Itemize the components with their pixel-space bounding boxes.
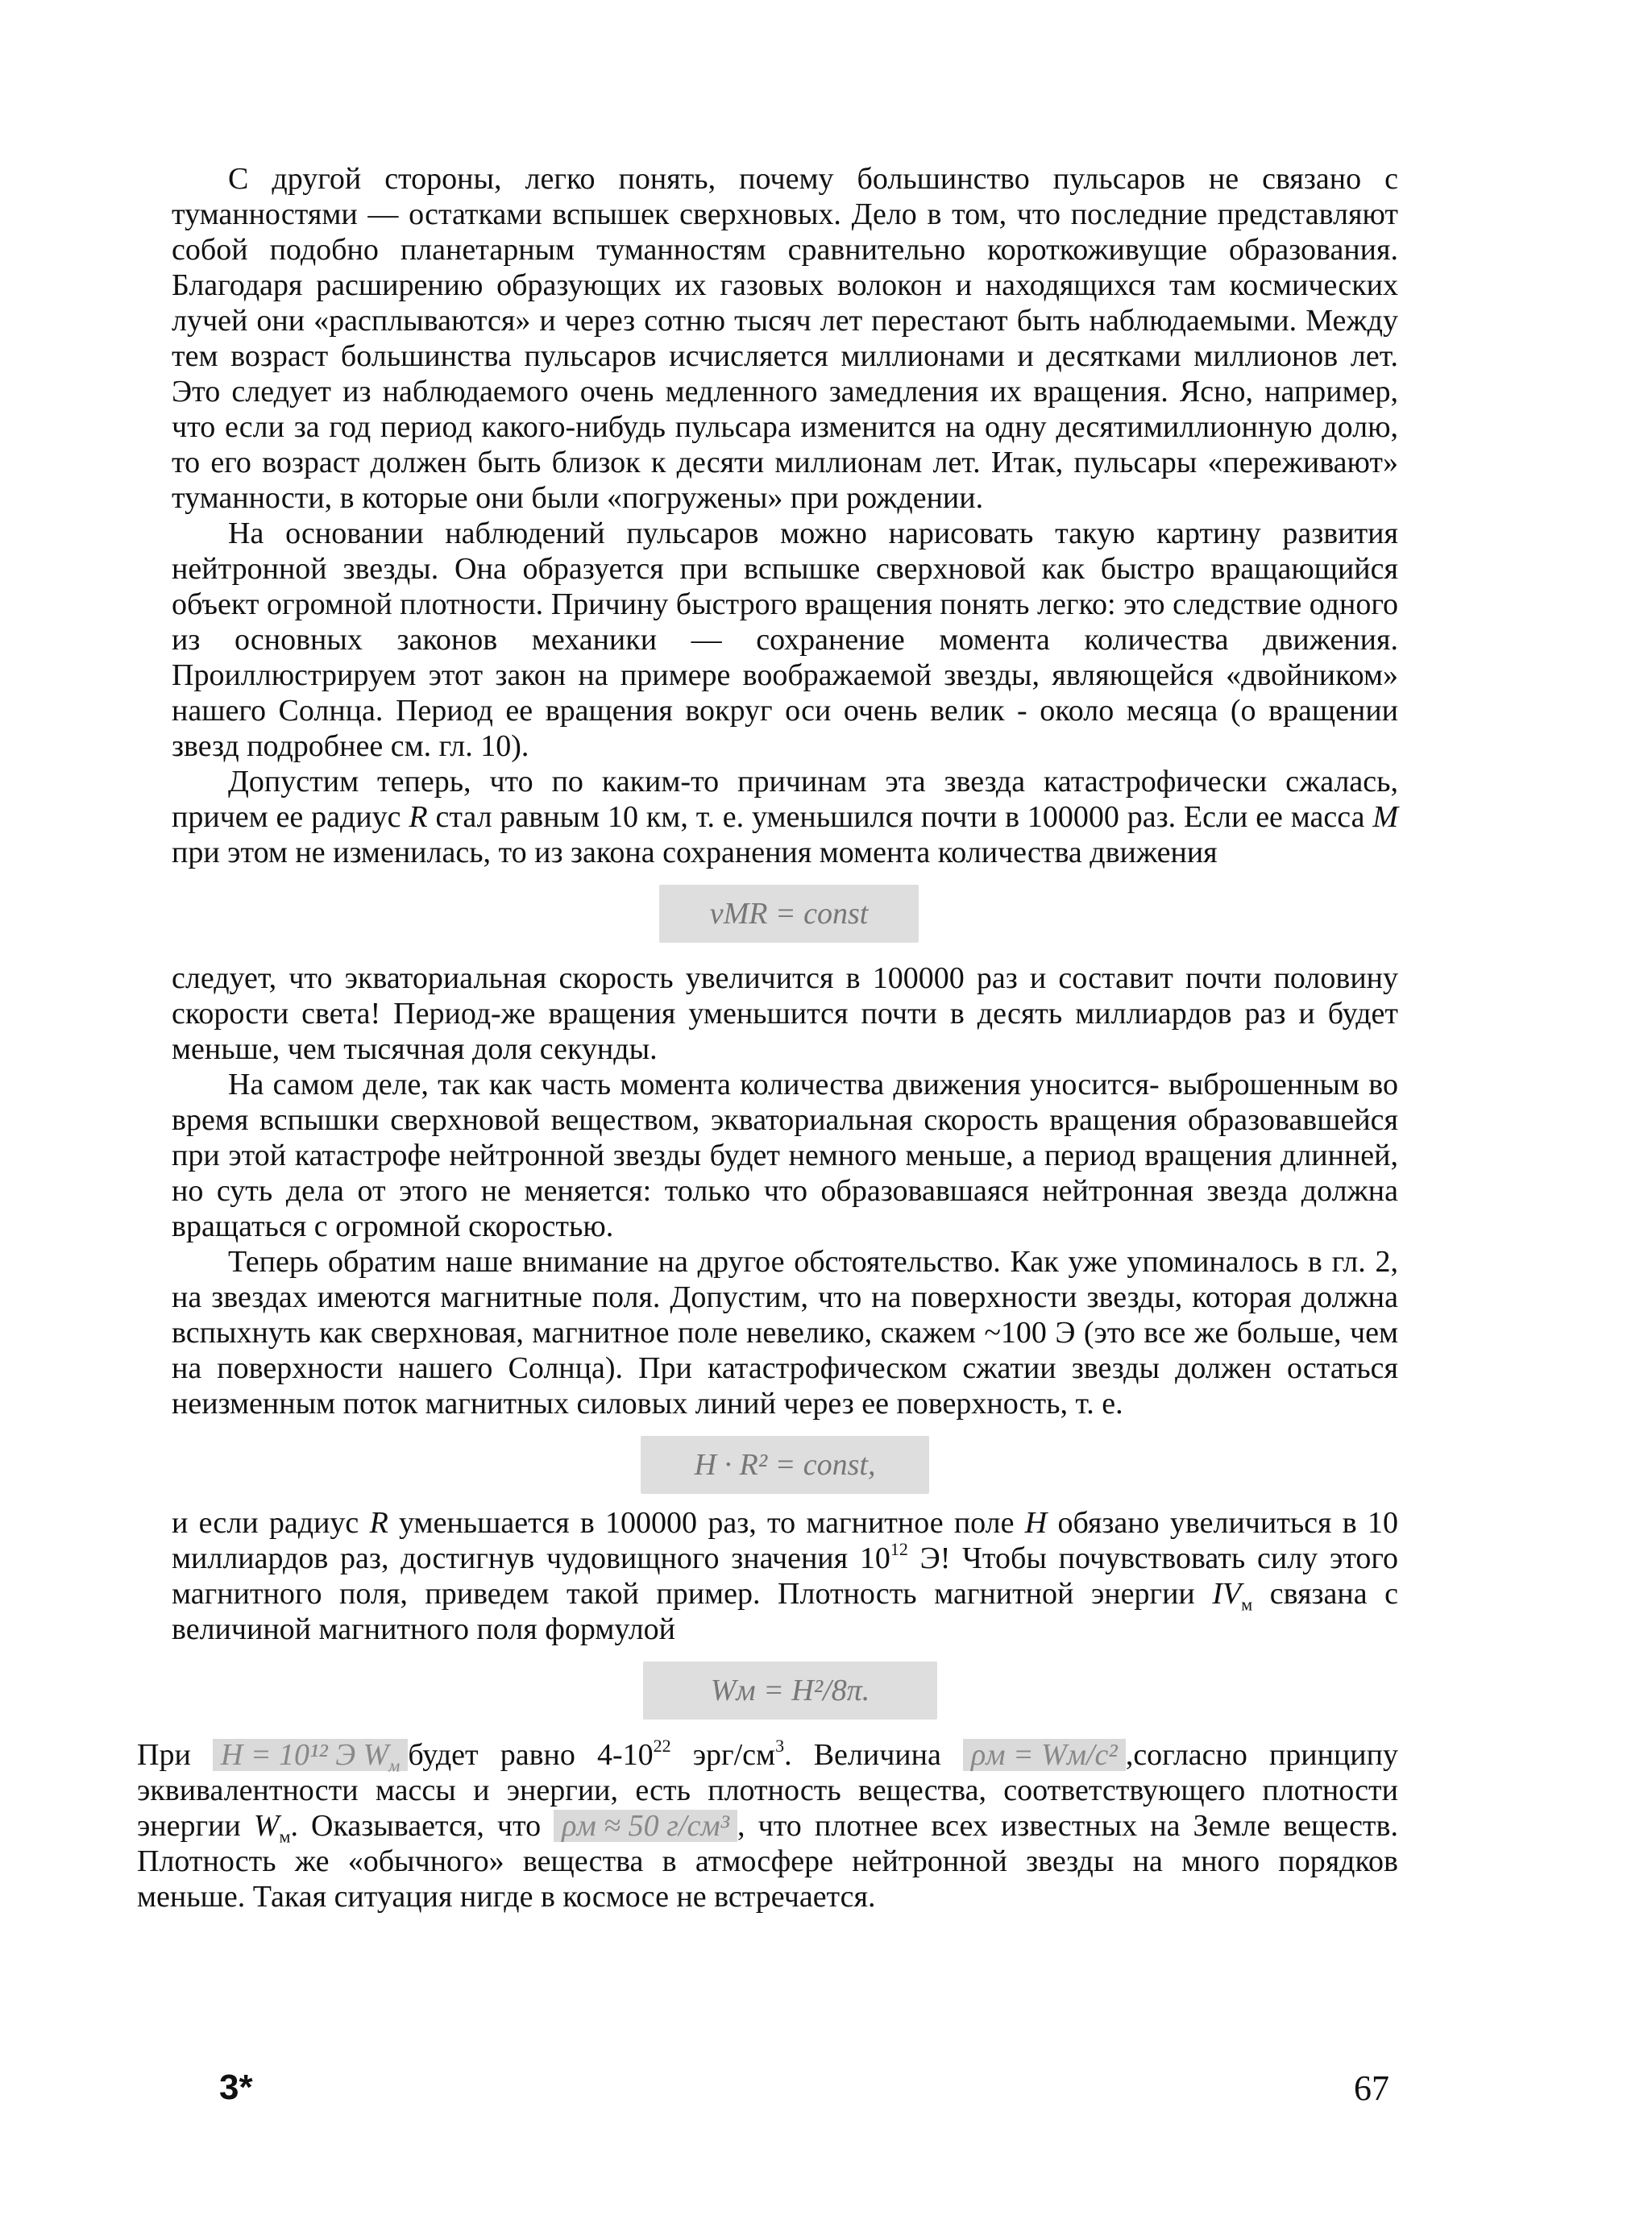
paragraph-3: Допустим теперь, что по каким-то причинам эта звезда катастрофически сжалась, причем ее радиус R стал равным 10 км, т. е. уменьшился почти в 100000 раз. Если ее масса M при этом не изменилась, то из закона сохранения момента количества движения bbox=[172, 765, 1398, 869]
formula-row-2 bbox=[172, 1421, 1398, 1505]
body-text bbox=[137, 161, 1399, 1914]
var-W: IV bbox=[1212, 1577, 1242, 1611]
paragraph-8: При H = 10¹² Э $W_м$ будет равно $4-10^{22}$ эрг/$см^3$. Величина ρм = Wм/c² ,согласно принципу эквивалентности массы и энергии, есть плотность вещества, соответствующего плотности энергии $W_м$. Оказывается, что ρм ≈ 50 г/см³ , что плотнее всех известных на Земле веществ. Плотность же «обычного» вещества в атмосфере нейтронной звезды на много порядков меньше. Такая ситуация нигде в космосе не встречается. bbox=[137, 1736, 1398, 1914]
var-M: M bbox=[1372, 800, 1398, 834]
page-number: 67 bbox=[1354, 2068, 1389, 2108]
inline-formula-field: H = 10¹² Э $W_м$ bbox=[213, 1739, 408, 1771]
formula-row-1 bbox=[172, 870, 1398, 960]
paragraph-2: На основании наблюдений пульсаров можно нарисовать такую картину развития нейтронной звезды. Она образуется при вспышке сверхновой как быстро вращающийся объект огромной плотности. Причину быстрого вращения понять легко: это следствие одного из основных законов механики — сохранение момента количества движения. Проиллюстрируем этот закон на примере воображаемой звезды, являющейся «двойником» нашего Солнца. Период ее вращения вокруг оси очень велик - около месяца (о вращении звезд подробнее см. гл. 10). bbox=[172, 516, 1398, 763]
var-W: W bbox=[253, 1809, 280, 1843]
var-H: H bbox=[1024, 1506, 1048, 1540]
paragraph-7: и если радиус R уменьшается в 100000 раз, то магнитное поле H обязано увеличиться в 10 миллиардов раз, достигнув чудовищного значения $10^{12}$ Э! Чтобы почувствовать силу этого магнитного поля, приведем такой пример. Плотность магнитной энергии $IV_м$ связана с величиной магнитного поля формулой bbox=[172, 1506, 1399, 1646]
formula-energy-density: Wм = H²/8π. bbox=[643, 1661, 937, 1720]
formula-magnetic-flux: H · R² = const, bbox=[641, 1436, 929, 1494]
formula-row-3 bbox=[172, 1647, 1398, 1737]
paragraph-1: С другой стороны, легко понять, почему большинство пульсаров не связано с туманностями — остатками вспышек сверхновых. Дело в том, что последние представляют собой подобно планетарным туманностям сравнительно короткоживущие образования. Благодаря расширению образующих их газовых волокон и находящихся там космических лучей они «расплываются» и через сотню тысяч лет перестают быть наблюдаемыми. Между тем возраст большинства пульсаров исчисляется миллионами и десятками миллионов лет. Это следует из наблюдаемого очень медленного замедления их вращения. Ясно, например, что если за год период какого-нибудь пульсара изменится на одну десятимиллионную долю, то его возраст должен быть близок к десяти миллионам лет. Итак, пульсары «переживают» туманности, в которые они были «погружены» при рождении. bbox=[172, 162, 1398, 515]
var-R: R bbox=[409, 800, 428, 834]
var-R: R bbox=[369, 1506, 388, 1540]
paragraph-5: На самом деле, так как часть момента количества движения уносится- выброшенным во время вспышки сверхновой веществом, экваториальная скорость вращения образовавшейся при этой катастрофе нейтронной звезды будет немного меньше, а период вращения длинней, но суть дела от этого не меняется: только что образовавшаяся нейтронная звезда должна вращаться с огромной скоростью. bbox=[172, 1068, 1398, 1243]
inline-formula-rho-approx: ρм ≈ 50 г/см³ bbox=[554, 1810, 737, 1842]
paragraph-4: следует, что экваториальная скорость увеличится в 100000 раз и составит почти половину скорости света! Период-же вращения уменьшится почти в десять миллиардов раз и будет меньше, чем тысячная доля секунды. bbox=[172, 961, 1398, 1066]
formula-angular-momentum: vMR = const bbox=[659, 885, 919, 943]
paragraph-6: Теперь обратим наше внимание на другое обстоятельство. Как уже упоминалось в гл. 2, на звездах имеются магнитные поля. Допустим, что на поверхности звезды, которая должна вспыхнуть как сверхновая, магнитное поле невелико, скажем ~100 Э (это все же больше, чем на поверхности нашего Солнца). При катастрофическом сжатии звезды должен остаться неизменным поток магнитных силовых линий через ее поверхность, т. е. bbox=[172, 1245, 1398, 1421]
inline-formula-density: ρм = Wм/c² bbox=[963, 1739, 1126, 1771]
signature-mark: 3* bbox=[219, 2068, 253, 2107]
